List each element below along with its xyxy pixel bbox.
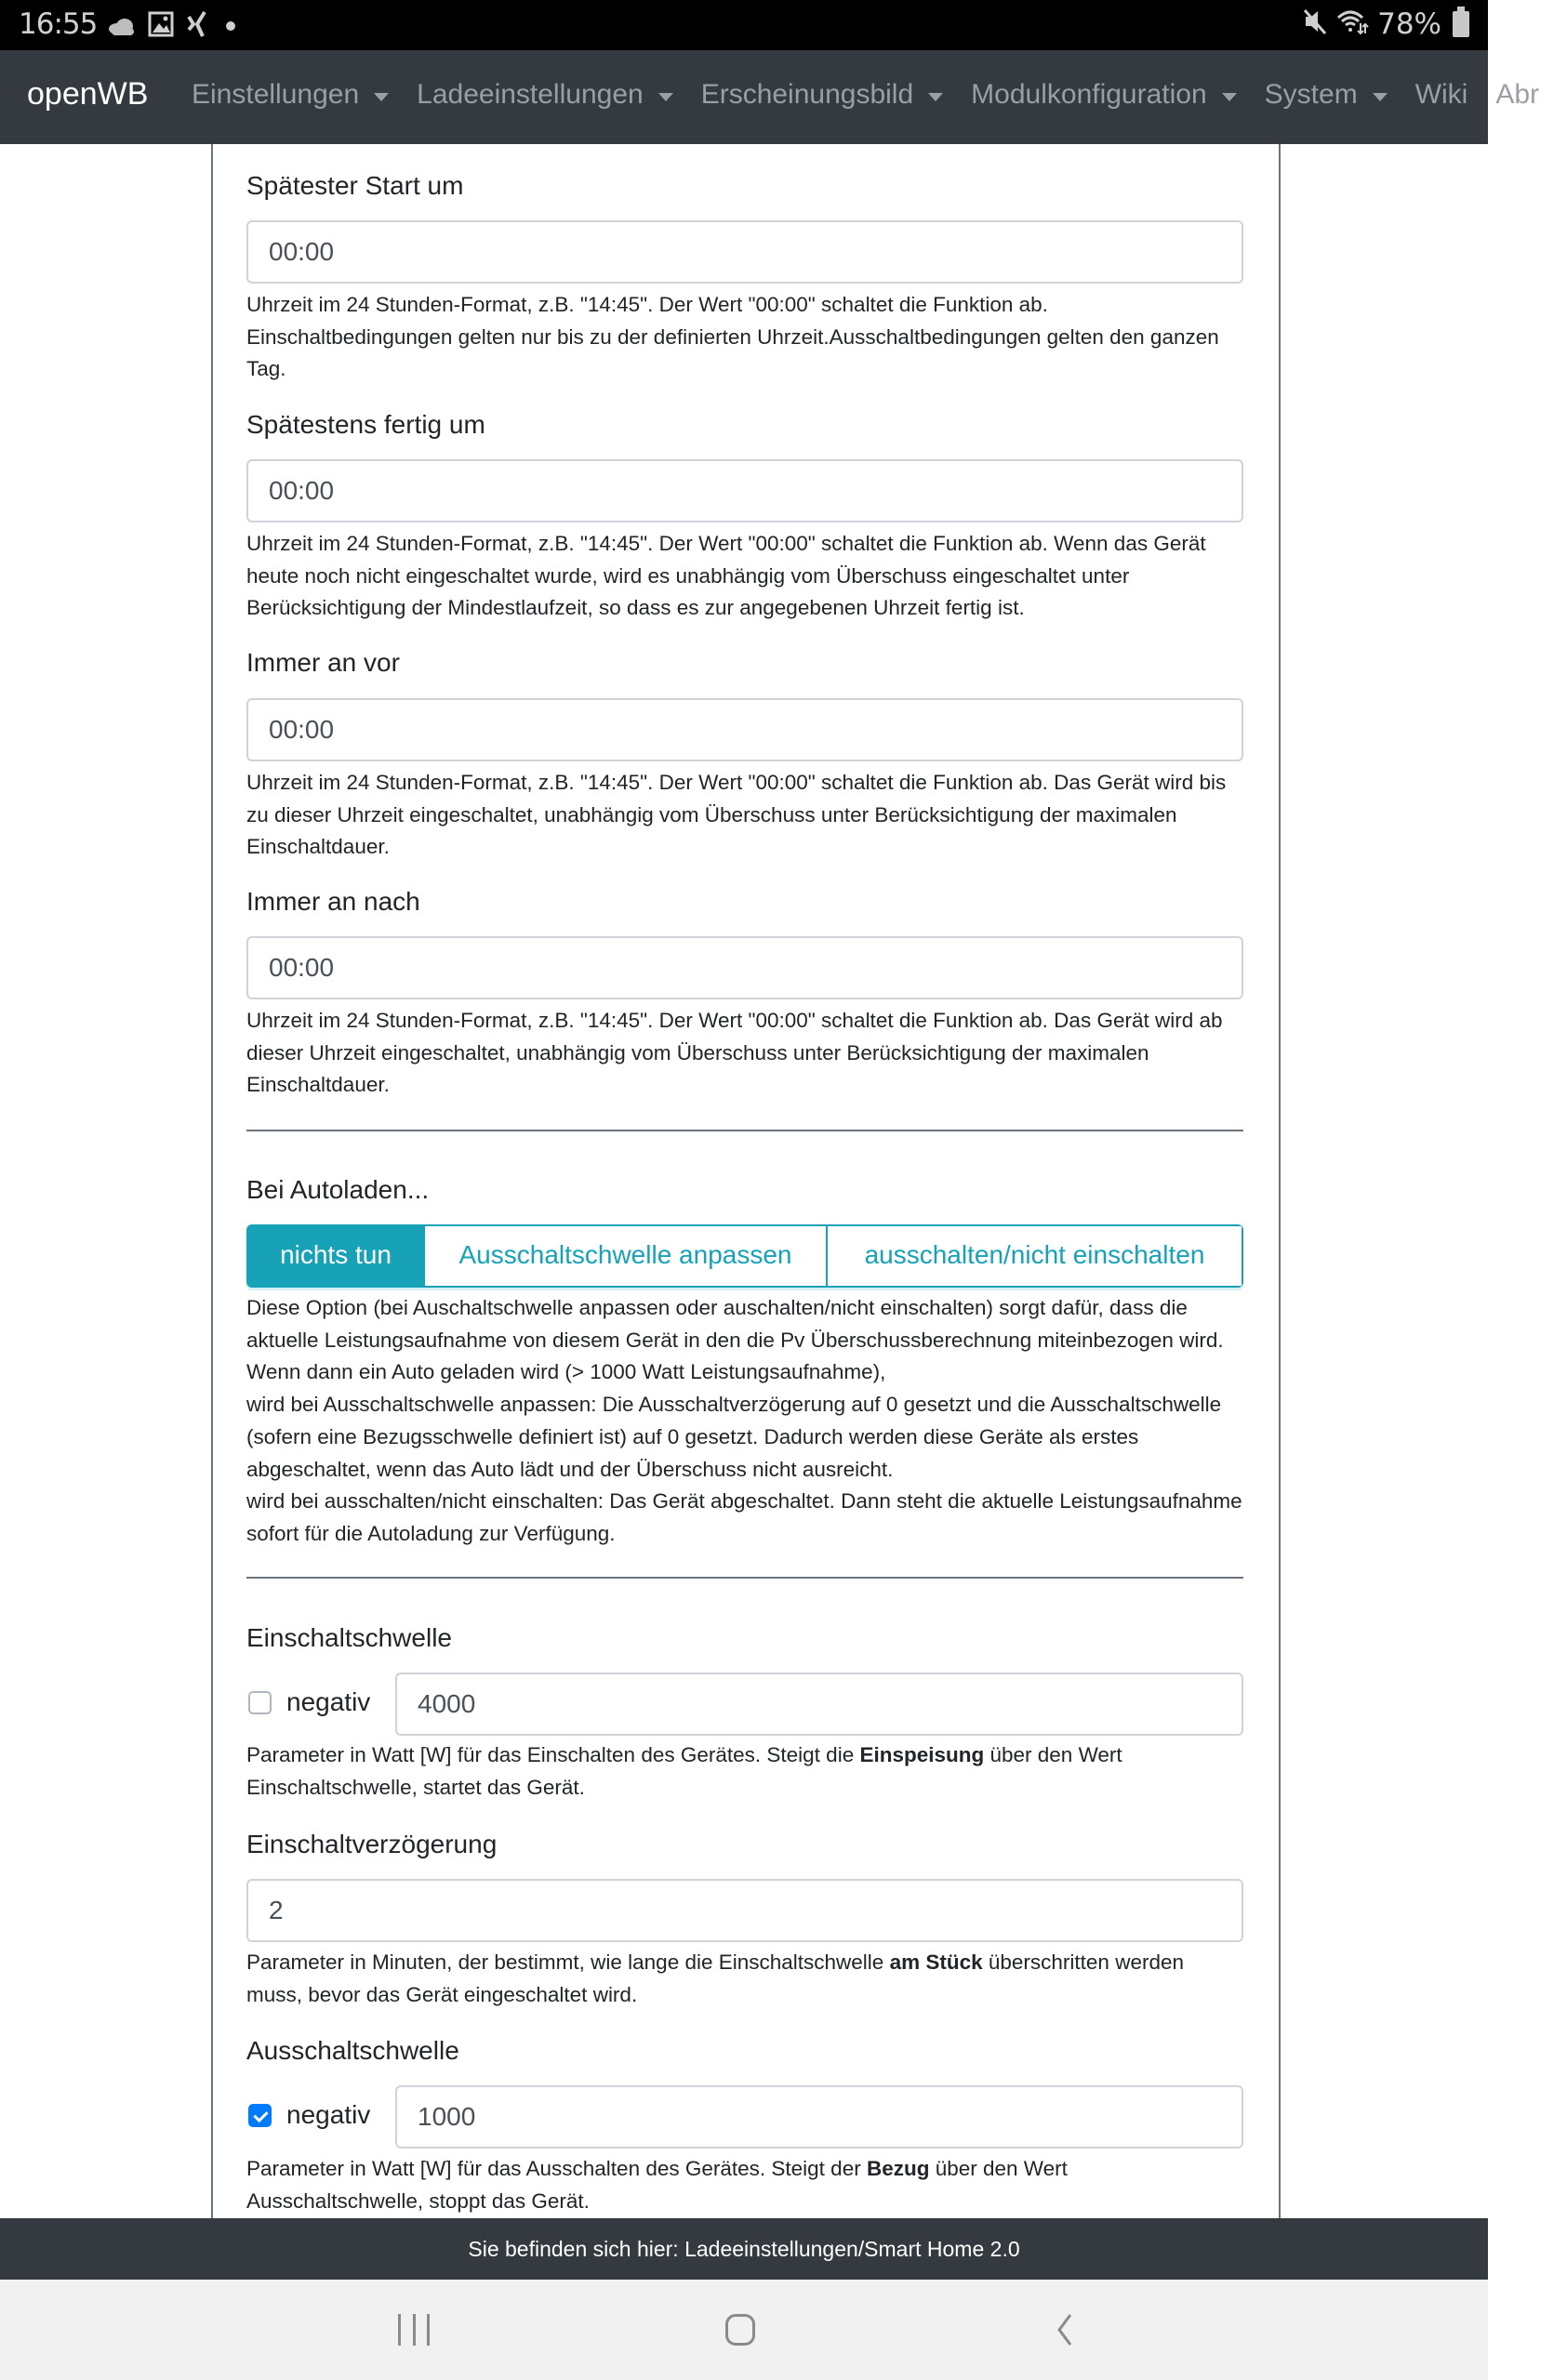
status-right-icons xyxy=(1303,7,1469,41)
always-on-before-help: Uhrzeit im 24 Stunden-Format, z.B. "14:45". Der Wert "00:00" schaltet die Funktion ab. Das Gerät wird bis zu dieser Uhrzeit eingeschaltet, unabhängig vom Überschuss unter Berücksichtigung der maximalen Einschaltdauer. xyxy=(246,771,1227,859)
caret-down-icon xyxy=(928,93,943,101)
car-charging-help-line: Diese Option (bei Auschaltschwelle anpassen oder auschalten/nicht einschalten) sorgt dafür, dass die aktuelle Leistungsaufnahme von diesem Gerät in den die Pv Überschussberechnung miteinbezogen wird. Wenn dann ein Auto geladen wird (> 1000 Watt Leistungsaufnahme), xyxy=(246,1296,1224,1384)
nav-item-ladeeinstellungen[interactable] xyxy=(417,79,673,111)
help-emphasis: am Stück xyxy=(889,1950,983,1974)
switch-off-threshold-help xyxy=(246,2153,1243,2217)
help-text: über den Wert Einschaltschwelle, startet das Gerät. xyxy=(246,1743,1122,1799)
nav-item-label: Modulkonfiguration xyxy=(971,79,1207,110)
switch-off-threshold-label: Ausschaltschwelle xyxy=(246,2036,459,2065)
nav-item-label: Einstellungen xyxy=(192,79,360,110)
switch-off-threshold-input[interactable]: 1000 xyxy=(395,2085,1243,2149)
nav-item-label: Ladeeinstellungen xyxy=(417,79,644,110)
help-text: überschritten werden muss, bevor das Gerät eingeschaltet wird. xyxy=(246,1950,1184,2006)
caret-down-icon xyxy=(1373,93,1388,101)
finish-by-input[interactable]: 00:00 xyxy=(246,459,1243,522)
section-divider xyxy=(246,1577,1243,1579)
always-on-before-input[interactable]: 00:00 xyxy=(246,698,1243,761)
switch-on-negative-label[interactable]: negativ xyxy=(286,1687,371,1716)
recents-icon[interactable] xyxy=(398,2311,430,2348)
always-on-after-label: Immer an nach xyxy=(246,887,420,916)
nav-item-system[interactable] xyxy=(1265,79,1388,111)
switch-on-delay-label: Einschaltverzögerung xyxy=(246,1830,498,1858)
caret-down-icon xyxy=(1222,93,1237,101)
switch-on-threshold-input[interactable]: 4000 xyxy=(395,1673,1243,1736)
switch-on-threshold-label: Einschaltschwelle xyxy=(246,1623,452,1652)
brand-logo[interactable]: openWB xyxy=(27,76,149,112)
help-text: über den Wert Ausschaltschwelle, stoppt das Gerät. xyxy=(246,2157,1068,2213)
top-navbar xyxy=(0,50,1540,144)
status-left-icons xyxy=(108,11,240,44)
nav-item-erscheinungsbild[interactable] xyxy=(701,79,943,111)
nav-menu xyxy=(192,79,1567,111)
nav-item-modulkonfiguration[interactable] xyxy=(971,79,1237,111)
car-charging-help-line: wird bei ausschalten/nicht einschalten: Das Gerät abgeschaltet. Dann steht die aktuelle Leistungsaufnahme sofort für die Autoladung zur Verfügung. xyxy=(246,1489,1242,1545)
status-bar xyxy=(0,0,1488,50)
help-emphasis: Einspeisung xyxy=(859,1743,985,1766)
option-nichts-tun-button[interactable]: nichts tun xyxy=(248,1226,423,1286)
latest-start-input[interactable]: 00:00 xyxy=(246,220,1243,284)
always-on-before-label: Immer an vor xyxy=(246,648,400,677)
option-ausschaltschwelle-anpassen-button[interactable]: Ausschaltschwelle anpassen xyxy=(423,1226,826,1286)
nav-item-truncated[interactable] xyxy=(1495,79,1539,111)
switch-on-threshold-help xyxy=(246,1739,1243,1804)
cloud-icon xyxy=(108,14,136,42)
option-ausschalten-button[interactable]: ausschalten/nicht einschalten xyxy=(826,1226,1242,1286)
car-charging-help xyxy=(246,1292,1243,1551)
switch-off-threshold-row xyxy=(246,2085,1243,2149)
finish-by-label: Spätestens fertig um xyxy=(246,410,485,439)
switch-off-negative-checkbox[interactable] xyxy=(248,2104,272,2127)
switch-off-negative-label[interactable]: negativ xyxy=(286,2100,371,2129)
android-nav-bar xyxy=(0,2280,1488,2380)
help-text: Parameter in Watt [W] für das Ausschalten des Gerätes. Steigt der xyxy=(246,2157,867,2180)
nav-item-wiki[interactable] xyxy=(1415,79,1468,111)
battery-percent: 78% xyxy=(1377,7,1441,41)
car-charging-label: Bei Autoladen... xyxy=(246,1175,430,1204)
help-text: Parameter in Minuten, der bestimmt, wie lange die Einschaltschwelle xyxy=(246,1950,890,1974)
mute-icon xyxy=(1303,8,1327,41)
car-charging-button-group xyxy=(246,1224,1243,1288)
caret-down-icon xyxy=(658,93,673,101)
always-on-after-help: Uhrzeit im 24 Stunden-Format, z.B. "14:45". Der Wert "00:00" schaltet die Funktion ab. Das Gerät wird ab dieser Uhrzeit eingeschaltet, unabhängig vom Überschuss unter Berücksichtigung der maximalen Einschaltdauer. xyxy=(246,1009,1223,1097)
latest-start-help: Uhrzeit im 24 Stunden-Format, z.B. "14:45". Der Wert "00:00" schaltet die Funktion ab. Einschaltbedingungen gelten nur bis zu der definierten Uhrzeit.Ausschaltbedingungen gelten den ganzen Tag. xyxy=(246,293,1219,381)
car-charging-help-line: wird bei Ausschaltschwelle anpassen: Die Ausschaltverzögerung auf 0 gesetzt und die Ausschaltschwelle (sofern eine Bezugsschwelle definiert ist) auf 0 gesetzt. Dadurch werden diese Geräte als erstes abgeschaltet, wenn das Auto lädt und der Überschuss nicht ausreicht. xyxy=(246,1393,1222,1481)
latest-start-label: Spätester Start um xyxy=(246,171,464,200)
switch-on-negative-checkbox[interactable] xyxy=(248,1691,272,1714)
help-emphasis: Bezug xyxy=(866,2157,930,2180)
back-icon[interactable] xyxy=(1056,2313,1074,2347)
battery-icon xyxy=(1453,11,1469,37)
help-text: Parameter in Watt [W] für das Einschalten des Gerätes. Steigt die xyxy=(246,1743,860,1766)
breadcrumb: Sie befinden sich hier: Ladeeinstellungen/Smart Home 2.0 xyxy=(468,2237,1020,2261)
status-time: 16:55 xyxy=(19,7,98,41)
home-icon[interactable] xyxy=(725,2314,755,2346)
nav-item-label: Abr xyxy=(1495,79,1540,110)
always-on-after-input[interactable]: 00:00 xyxy=(246,936,1243,999)
section-divider xyxy=(246,1130,1243,1131)
nav-item-label: Wiki xyxy=(1414,79,1468,110)
notification-dot-icon xyxy=(221,14,240,42)
image-icon xyxy=(149,12,173,43)
settings-container xyxy=(211,144,1281,2218)
switch-on-delay-input[interactable]: 2 xyxy=(246,1879,1243,1942)
switch-on-threshold-row xyxy=(246,1673,1243,1736)
switch-on-delay-help xyxy=(246,1947,1243,2011)
nav-item-label: System xyxy=(1264,79,1358,110)
caret-down-icon xyxy=(374,93,389,101)
xing-icon xyxy=(186,11,208,44)
nav-item-label: Erscheinungsbild xyxy=(700,79,914,110)
wifi-icon xyxy=(1336,8,1368,41)
nav-item-einstellungen[interactable] xyxy=(192,79,389,111)
finish-by-help: Uhrzeit im 24 Stunden-Format, z.B. "14:45". Der Wert "00:00" schaltet die Funktion ab. Wenn das Gerät heute noch nicht eingeschaltet wurde, wird es unabhängig vom Überschuss eingeschaltet unter Berücksichtigung der Mindestlaufzeit, so dass es zur angegebenen Uhrzeit fertig ist. xyxy=(246,532,1206,620)
breadcrumb-footer xyxy=(0,2218,1488,2280)
